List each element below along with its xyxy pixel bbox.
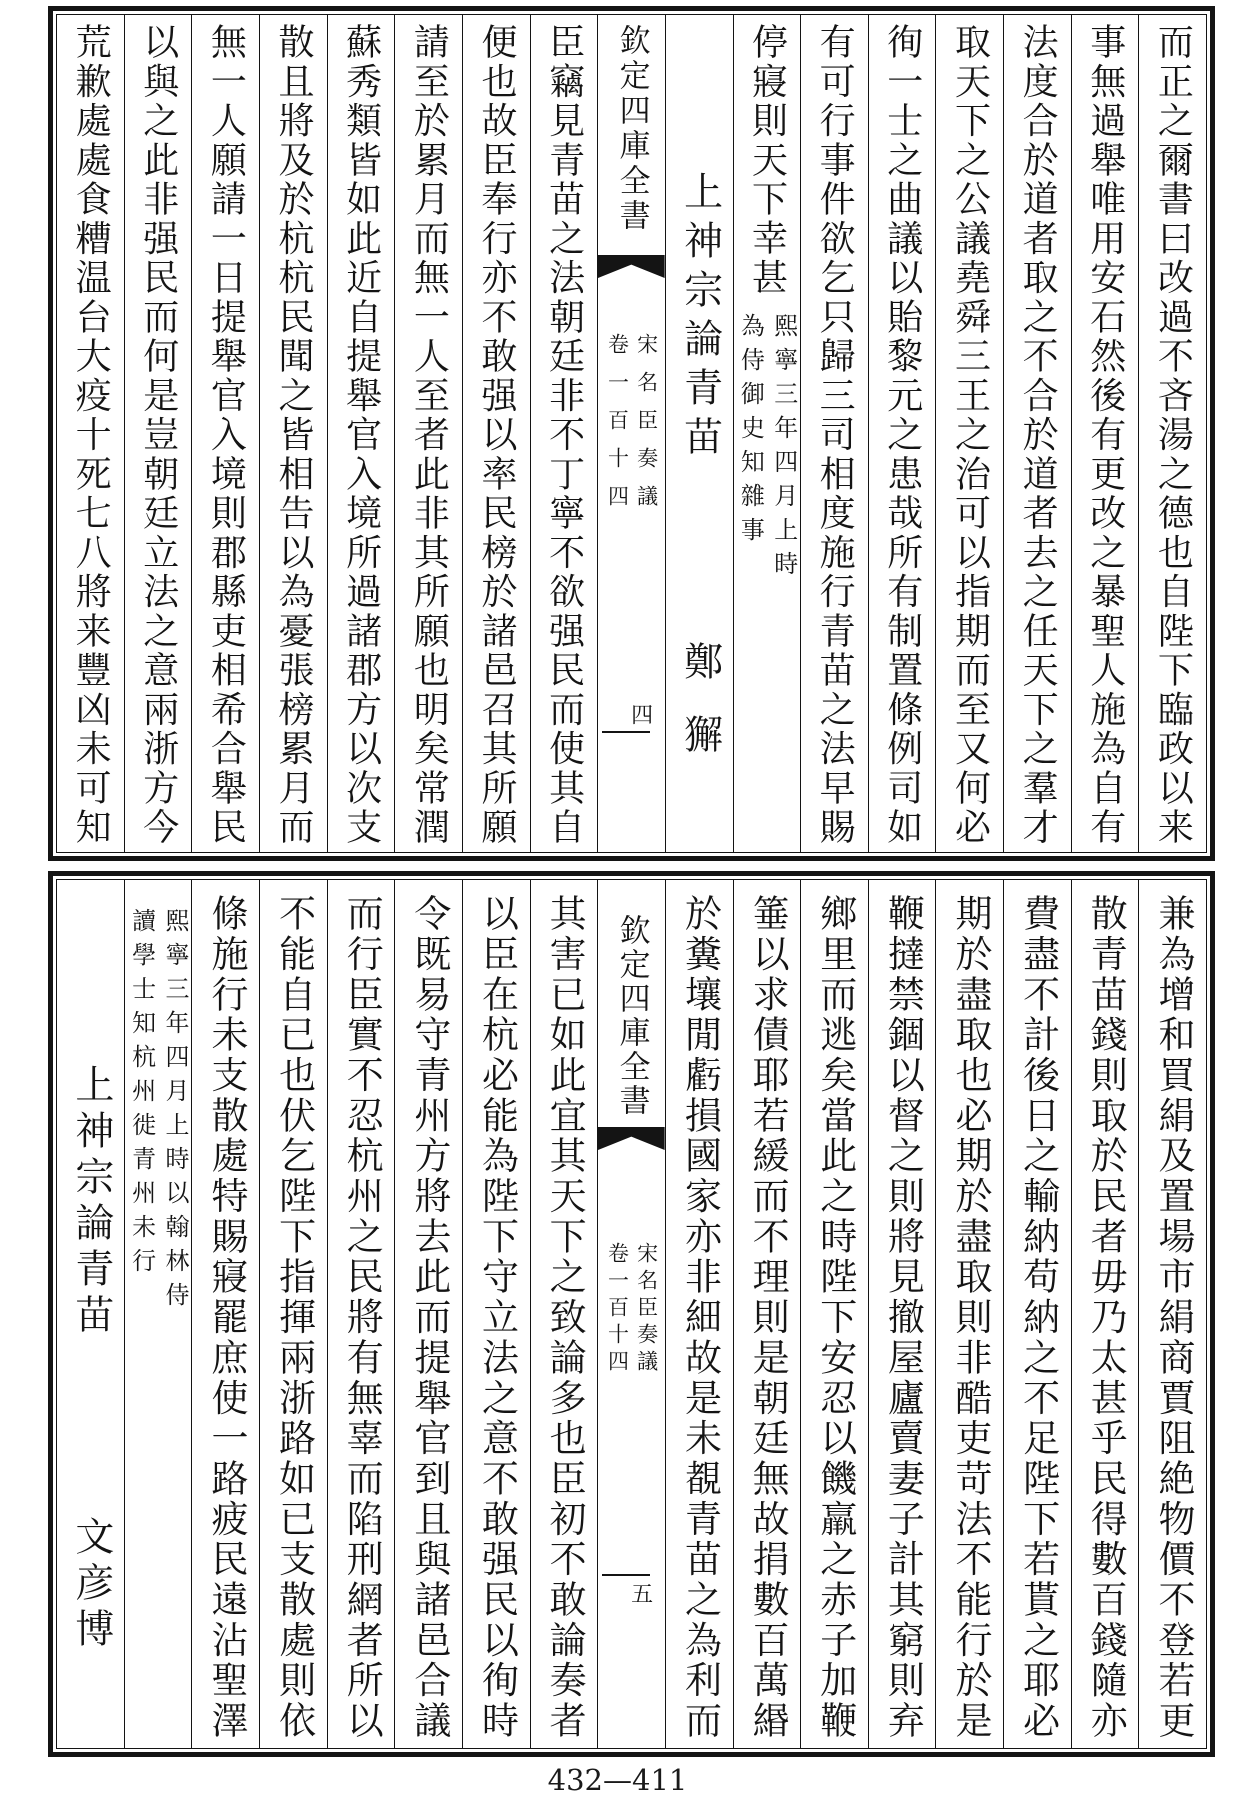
annotation-note-line: 熙寧三年四月上時以翰林侍 xyxy=(160,908,189,1316)
text-column xyxy=(1138,880,1206,1748)
fold-volume-number: 卷一百十四 xyxy=(605,1242,630,1377)
annotation-note-line: 讀學士知杭州徙青州未行 xyxy=(127,908,156,1282)
text-column xyxy=(259,880,327,1748)
author-name: 文彦博 xyxy=(68,1516,114,1654)
text-column xyxy=(530,15,598,852)
fold-collection-title: 宋名臣奏議 xyxy=(634,333,659,523)
column-text: 散且將及於杭杭民聞之皆相告以為憂張榜累月而 xyxy=(273,23,315,844)
text-column xyxy=(1071,880,1139,1748)
fold-meta xyxy=(605,333,657,523)
column-text: 而正之爾書曰改過不吝湯之德也自陛下臨政以来 xyxy=(1152,23,1194,844)
fold-rule xyxy=(602,1574,650,1576)
memorial-title: 上神宗論青苗 xyxy=(68,1064,114,1340)
fish-tail-ornament xyxy=(598,1127,665,1150)
column-text: 令既易守青州方將去此而提舉官到且與諸邑合議 xyxy=(407,894,451,1738)
column-text: 徇一士之曲議以貽黎元之患哉所有制置條例司如 xyxy=(881,23,923,844)
column-text: 散青苗錢則取於民者毋乃太甚乎民得數百錢隨亦 xyxy=(1084,894,1128,1738)
fold-book-title: 欽定四庫全書 xyxy=(613,914,650,1118)
title-column xyxy=(57,880,124,1748)
column-text: 費盡不計後日之輸納苟納之不足陛下若貰之耶必 xyxy=(1016,894,1060,1738)
column-text: 蘇秀類皆如此近自提舉官入境所過諸郡方以次支 xyxy=(340,23,382,844)
lower-page-frame xyxy=(48,871,1215,1757)
column-text: 鄉里而逃矣當此之時陛下安忍以饑羸之赤子加鞭 xyxy=(813,894,857,1738)
text-column xyxy=(124,15,192,852)
text-column xyxy=(868,880,936,1748)
text-column xyxy=(327,15,395,852)
annotation-note xyxy=(737,313,797,585)
column-text: 以與之此非强民而何是豈朝廷立法之意兩浙方今 xyxy=(137,23,179,844)
text-column xyxy=(1138,15,1206,852)
fold-page-number: 五 xyxy=(627,1582,653,1604)
column-text: 鞭撻禁錮以督之則將見撤屋廬賣妻子計其窮則弃 xyxy=(881,894,925,1738)
column-text: 於糞壤閒虧損國家亦非細故是未覩青苗之為利而 xyxy=(678,894,722,1738)
text-column xyxy=(530,880,598,1748)
annotation-note-line: 熙寧三年四月上時 xyxy=(769,313,798,585)
title-column xyxy=(665,15,733,852)
closing-column xyxy=(733,15,801,852)
center-fold xyxy=(597,880,665,1748)
fold-volume-number: 卷一百十四 xyxy=(605,333,630,523)
column-text: 期於盡取也必期於盡取則非酷吏苛法不能行於是 xyxy=(949,894,993,1738)
column-text: 條施行未支散處特賜寢罷庶使一路疲民遠沾聖澤 xyxy=(204,894,248,1738)
column-text: 箠以求債耶若緩而不理則是朝廷無故捐數百萬緡 xyxy=(746,894,790,1738)
text-column xyxy=(665,880,733,1748)
fold-page-number: 四 xyxy=(627,703,653,725)
fish-tail-ornament xyxy=(598,255,665,278)
column-text: 請至於累月而無一人至者此非其所願也明矣常潤 xyxy=(408,23,450,844)
column-text: 臣竊見青苗之法朝廷非不丁寧不欲强民而使其自 xyxy=(543,23,585,844)
center-fold xyxy=(597,15,665,852)
fold-rule xyxy=(602,731,650,733)
text-column xyxy=(733,880,801,1748)
closing-line: 停寢則天下幸甚 xyxy=(746,23,788,298)
column-text: 其害已如此宜其天下之致論多也臣初不敢論奏者 xyxy=(543,894,587,1738)
text-column xyxy=(191,880,259,1748)
text-column xyxy=(191,15,259,852)
upper-page-frame xyxy=(48,6,1215,861)
text-column xyxy=(57,15,124,852)
column-text: 兼為增和買絹及置場市絹商賈阻絶物價不登若更 xyxy=(1151,894,1195,1738)
text-column xyxy=(462,880,530,1748)
column-text: 有可行事件欲乞只歸三司相度施行青苗之法早賜 xyxy=(814,23,856,844)
text-column xyxy=(1071,15,1139,852)
text-column xyxy=(394,880,462,1748)
column-text: 法度合於道者取之不合於道者去之任天下之羣才 xyxy=(1017,23,1059,844)
column-text: 不能自已也伏乞陛下指揮兩浙路如已支散處則依 xyxy=(272,894,316,1738)
column-text: 取天下之公議堯舜三王之治可以指期而至又何必 xyxy=(949,23,991,844)
column-text: 便也故臣奉行亦不敢强以率民榜於諸邑召其所願 xyxy=(475,23,517,844)
page-code: 432—411 xyxy=(547,1763,688,1797)
column-text: 以臣在杭必能為陛下守立法之意不敢强民以徇時 xyxy=(475,894,519,1738)
annotation-note xyxy=(128,908,188,1316)
upper-column-grid xyxy=(56,14,1207,853)
text-column xyxy=(327,880,395,1748)
text-column xyxy=(800,880,868,1748)
text-column xyxy=(935,15,1003,852)
fold-collection-title: 宋名臣奏議 xyxy=(634,1242,659,1377)
text-column xyxy=(1003,15,1071,852)
column-text: 無一人願請一日提舉官入境則郡縣吏相希合舉民 xyxy=(205,23,247,844)
annotation-column xyxy=(124,880,192,1748)
author-name: 鄭獬 xyxy=(677,641,723,787)
text-column xyxy=(868,15,936,852)
text-column xyxy=(394,15,462,852)
column-text: 而行臣實不忍杭州之民將有無辜而陷刑網者所以 xyxy=(340,894,384,1738)
text-column xyxy=(259,15,327,852)
fold-meta xyxy=(605,1242,657,1377)
text-column xyxy=(462,15,530,852)
annotation-note-line: 為侍御史知雜事 xyxy=(736,313,765,551)
fold-book-title: 欽定四庫全書 xyxy=(613,24,650,234)
lower-column-grid xyxy=(56,879,1207,1749)
text-column xyxy=(935,880,1003,1748)
column-text: 荒歉處處食糟温台大疫十死七八將来豐凶未可知 xyxy=(70,23,112,844)
memorial-title: 上神宗論青苗 xyxy=(677,171,723,465)
column-text: 事無過舉唯用安石然後有更改之暴聖人施為自有 xyxy=(1084,23,1126,844)
text-column xyxy=(1003,880,1071,1748)
text-column xyxy=(800,15,868,852)
